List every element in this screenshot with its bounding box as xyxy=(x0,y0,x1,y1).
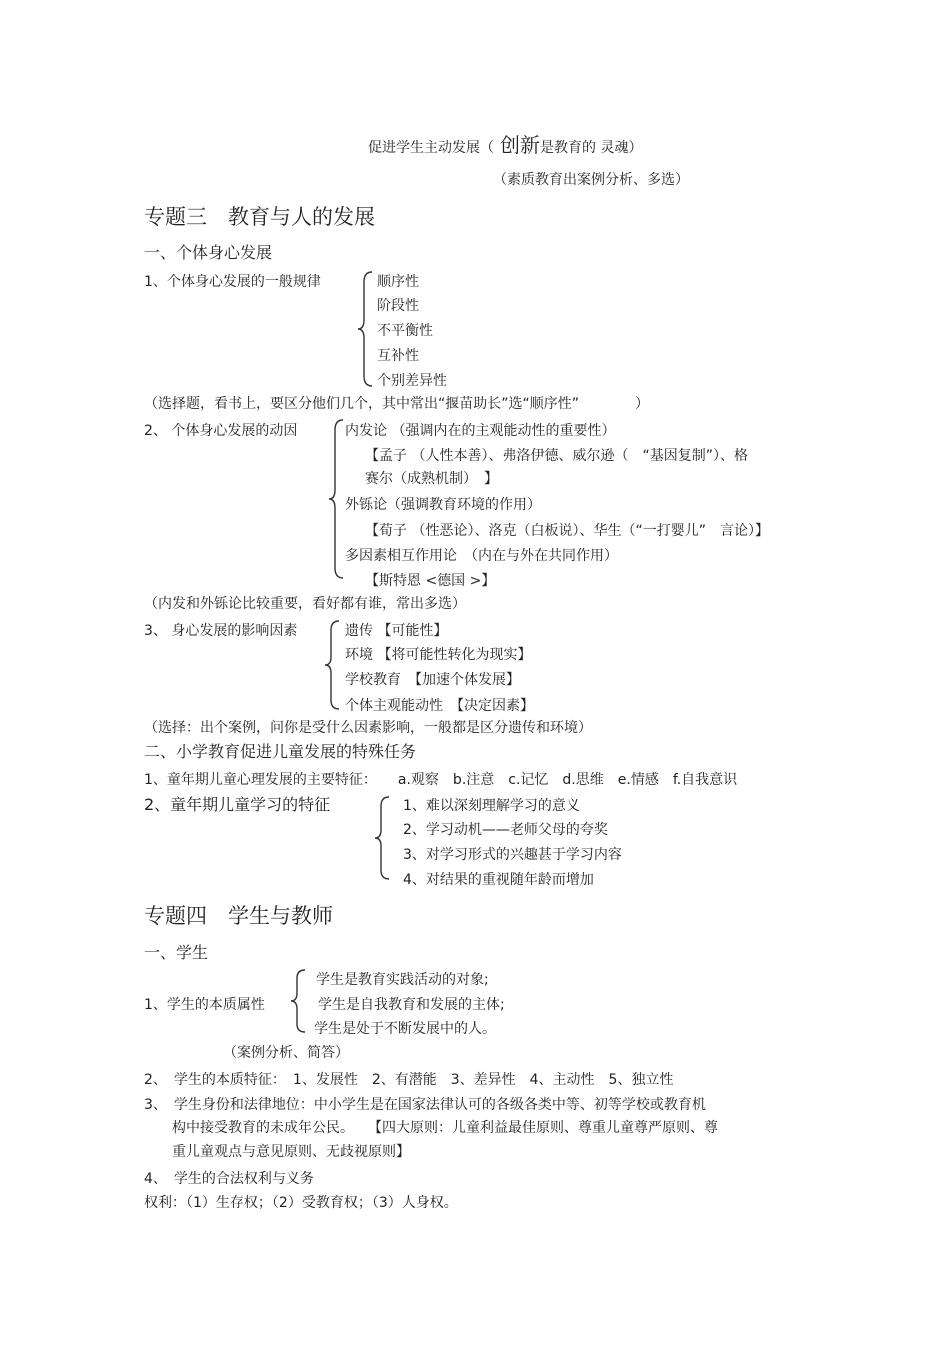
law-brace xyxy=(356,270,374,388)
factor-line: 遗传 【可能性】 xyxy=(345,623,448,639)
legal-status-line: 3、 学生身份和法律地位：中小学生是在国家法律认可的各级各类中等、初等学校或教育机 xyxy=(144,1097,706,1113)
student-nature-point: 学生是自我教育和发展的主体; xyxy=(318,997,505,1013)
rights-duties-heading: 4、 学生的合法权利与义务 xyxy=(144,1171,314,1187)
driver-note: （内发和外铄论比较重要，看好都有谁，常出多选） xyxy=(144,596,466,612)
driver-line: 多因素相互作用论 （内在与外在共同作用） xyxy=(345,548,618,564)
header-line-1-c: 是教育的 灵魂） xyxy=(540,140,643,156)
law-point: 互补性 xyxy=(377,348,419,364)
factor-line: 个体主观能动性 【决定因素】 xyxy=(345,698,534,714)
factor-label: 3、 身心发展的影响因素 xyxy=(144,623,298,639)
student-nature-label: 1、学生的本质属性 xyxy=(144,997,265,1013)
header-line-1-a: 促进学生主动发展（ xyxy=(368,140,494,156)
legal-status-line: 重儿童观点与意见原则、无歧视原则】 xyxy=(172,1144,410,1160)
driver-line: 内发论 （强调内在的主观能动性的重要性） xyxy=(345,423,616,439)
factor-line: 学校教育 【加速个体发展】 xyxy=(345,672,520,688)
driver-line: 外铄论（强调教育环境的作用） xyxy=(345,497,541,513)
law-point: 个别差异性 xyxy=(377,373,447,389)
law-label: 1、个体身心发展的一般规律 xyxy=(144,274,321,290)
topic3-s2-heading: 二、小学教育促进儿童发展的特殊任务 xyxy=(144,742,417,761)
driver-line: 【斯特恩 <德国 >】 xyxy=(365,573,496,589)
driver-label: 2、 个体身心发展的动因 xyxy=(144,423,298,439)
law-point: 不平衡性 xyxy=(377,323,433,339)
learning-point: 3、对学习形式的兴趣甚于学习内容 xyxy=(403,847,622,863)
student-nature-point: 学生是处于不断发展中的人。 xyxy=(314,1021,496,1037)
topic3-title: 专题三 教育与人的发展 xyxy=(144,205,375,229)
topic4-title: 专题四 学生与教师 xyxy=(144,904,333,928)
legal-status-line: 构中接受教育的未成年公民。 【四大原则：儿童利益最佳原则、尊重儿童尊严原则、尊 xyxy=(172,1120,718,1136)
header-innovation: 创新 xyxy=(500,133,540,157)
childhood-features: 1、童年期儿童心理发展的主要特征： a.观察 b.注意 c.记忆 d.思维 e.情感 f.自我意识 xyxy=(144,772,738,788)
factor-brace xyxy=(323,619,341,711)
driver-brace xyxy=(327,418,345,580)
student-characteristics: 2、 学生的本质特征： 1、发展性 2、有潜能 3、差异性 4、主动性 5、独立性 xyxy=(144,1072,674,1088)
factor-line: 环境 【将可能性转化为现实】 xyxy=(345,647,532,663)
student-nature-brace xyxy=(289,968,307,1034)
law-point: 阶段性 xyxy=(377,298,419,314)
driver-line: 【荀子 （性恶论）、洛克（白板说）、华生（“一打婴儿” 言论）】 xyxy=(365,523,769,539)
driver-line: 【孟子 （人性本善）、弗洛伊德、威尔逊（ “基因复制”）、格 xyxy=(365,448,748,464)
student-nature-point: 学生是教育实践活动的对象; xyxy=(316,972,489,988)
factor-note: （选择：出个案例，问你是受什么因素影响，一般都是区分遗传和环境） xyxy=(144,720,592,736)
header-line-2: （素质教育出案例分析、多选） xyxy=(493,172,689,188)
learning-brace xyxy=(373,795,391,881)
law-note: （选择题，看书上，要区分他们几个，其中常出“揠苗助长”选“顺序性” ） xyxy=(144,396,650,412)
student-nature-note: （案例分析、简答） xyxy=(223,1045,349,1061)
header-line-1 xyxy=(368,133,643,157)
rights-list: 权利：（1）生存权；（2）受教育权；（3）人身权。 xyxy=(144,1195,458,1211)
learning-point: 1、难以深刻理解学习的意义 xyxy=(403,798,580,814)
topic4-s1-heading: 一、学生 xyxy=(144,943,209,962)
learning-point: 2、学习动机——老师父母的夸奖 xyxy=(403,822,608,838)
learning-point: 4、对结果的重视随年龄而增加 xyxy=(403,872,594,888)
learning-label: 2、童年期儿童学习的特征 xyxy=(144,795,331,814)
law-point: 顺序性 xyxy=(377,274,419,290)
topic3-s1-heading: 一、个体身心发展 xyxy=(144,243,273,262)
driver-line: 赛尔（成熟机制） 】 xyxy=(365,471,498,487)
